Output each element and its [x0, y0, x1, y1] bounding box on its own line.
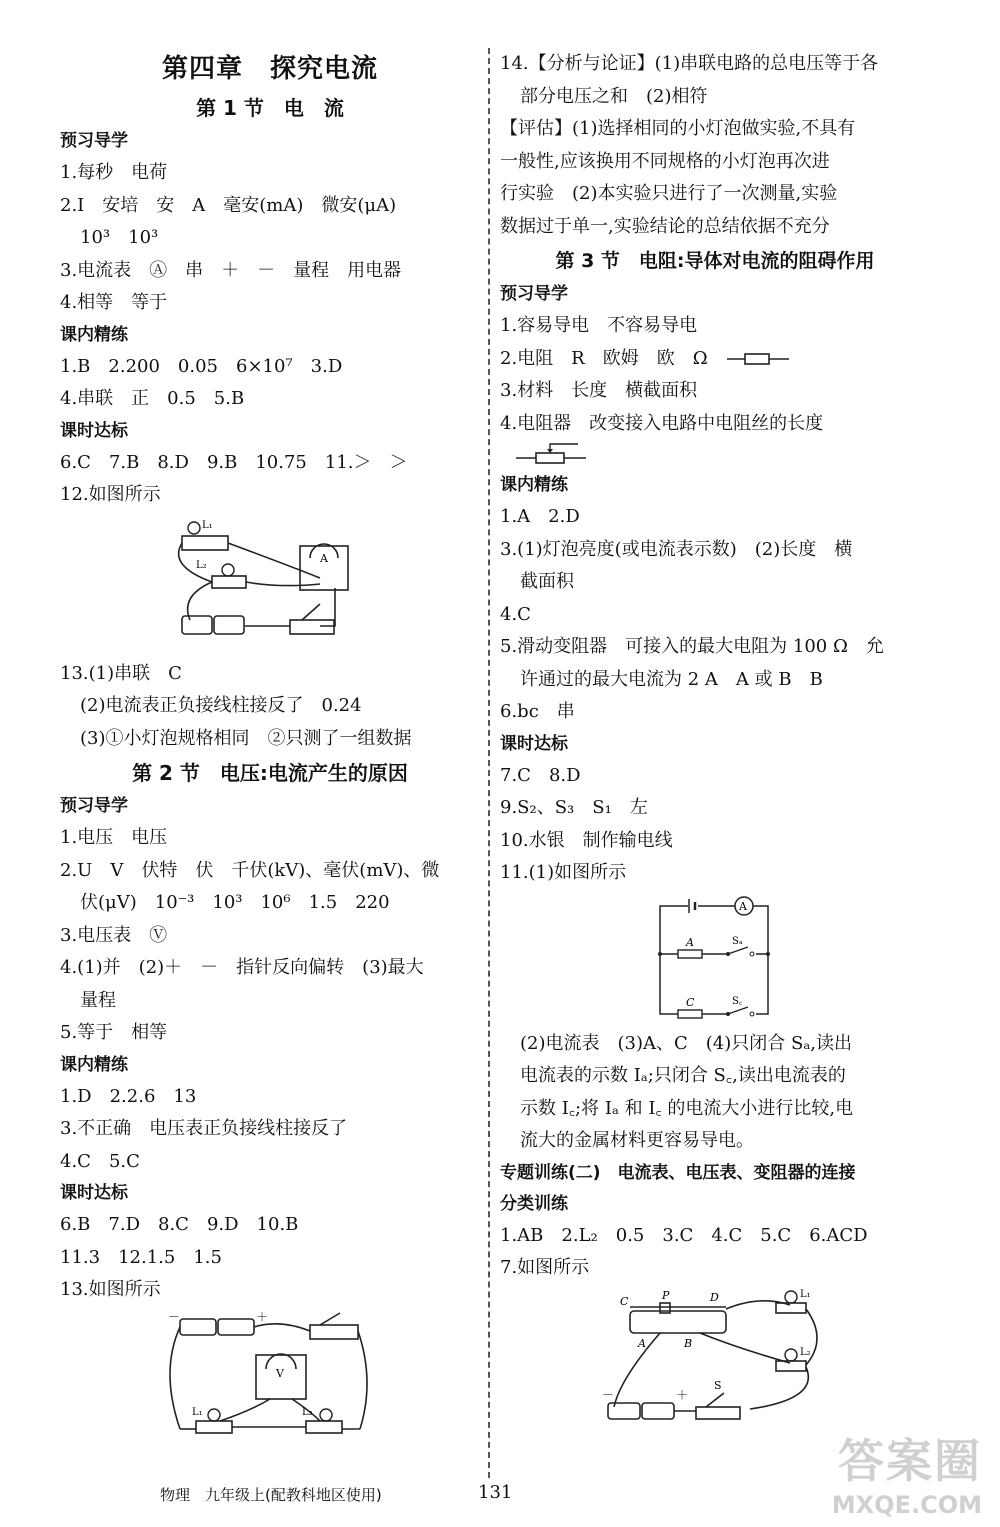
label-l1: L₁ [800, 1288, 811, 1300]
circuit-diagram-resistance [650, 894, 780, 1024]
sec1-standard-heading: 课时达标 [60, 420, 128, 441]
answer-line: 1.每秒 电荷 [60, 162, 168, 183]
answer-line: 10.水银 制作输电线 [500, 829, 673, 851]
label-l1: L₁ [202, 519, 213, 531]
label-l2: L₂ [196, 559, 207, 571]
label-minus: － [168, 1310, 181, 1324]
label-voltmeter: V [276, 1366, 284, 1380]
sec2-class-heading: 课内精练 [60, 1054, 128, 1075]
column-divider [488, 48, 491, 1478]
answer-line: 部分电压之和 (2)相符 [520, 85, 708, 107]
label-minus: － [602, 1387, 615, 1402]
sec3-preview-heading: 预习导学 [500, 284, 568, 304]
answer-line: 13.(1)串联 C [60, 662, 182, 684]
rheostat-symbol-icon [516, 440, 586, 466]
answer-line: 1.容易导电 不容易导电 [500, 315, 698, 336]
label-ammeter: A [739, 899, 747, 913]
answer-line: 6.bc 串 [500, 701, 575, 722]
left-column [60, 48, 480, 1443]
circuit-figure-ammeter [170, 516, 370, 654]
bulb-holder-l1 [182, 536, 228, 550]
label-l2: L₂ [800, 1346, 811, 1358]
section-1-title: 第 1 节 电 流 [196, 96, 344, 120]
answer-line: 2.U V 伏特 伏 千伏(kV)、毫伏(mV)、微 [60, 859, 440, 881]
answer-line: 示数 I꜀;将 Iₐ 和 I꜀ 的电流大小进行比较,电 [520, 1097, 854, 1119]
label-sa: Sₐ [732, 935, 743, 947]
label-plus: ＋ [256, 1310, 269, 1324]
answer-line: 许通过的最大电流为 2 A A 或 B B [520, 668, 823, 690]
label-d: D [710, 1290, 719, 1304]
answer-line: 1.A 2.D [500, 506, 580, 527]
answer-line: 7.C 8.D [500, 764, 581, 786]
answer-line: 电流表的示数 Iₐ;只闭合 S꜀,读出电流表的 [520, 1065, 846, 1086]
topic-title: 专题训练(二) 电流表、电压表、变阻器的连接 [500, 1162, 856, 1183]
answer-line: 【评估】(1)选择相同的小灯泡做实验,不具有 [500, 118, 856, 139]
right-column [500, 48, 930, 1443]
answer-line: 5.滑动变阻器 可接入的最大电阻为 100 Ω 允 [500, 636, 884, 657]
label-l2: L₂ [302, 1406, 313, 1418]
answer-line: 11.(1)如图所示 [500, 862, 627, 883]
label-p: P [662, 1288, 670, 1302]
answer-line: 4.相等 等于 [60, 292, 168, 313]
answer-line: 3.材料 长度 横截面积 [500, 380, 698, 401]
answer-line: 4.(1)并 (2)＋ － 指针反向偏转 (3)最大 [60, 957, 424, 978]
label-ammeter: A [320, 551, 328, 565]
bulb-holder-l2 [212, 576, 246, 588]
answer-line: 7.如图所示 [500, 1257, 590, 1278]
label-c: C [686, 995, 695, 1009]
answer-line: 流大的金属材料更容易导电。 [520, 1130, 754, 1151]
answer-line: 4.电阻器 改变接入电路中电阻丝的长度 [500, 412, 824, 434]
answer-line: 3.(1)灯泡亮度(或电流表示数) (2)长度 横 [500, 538, 853, 560]
answer-line: (3)①小灯泡规格相同 ②只测了一组数据 [80, 727, 412, 749]
label-s: S [714, 1378, 722, 1392]
answer-line: 4.串联 正 0.5 5.B [60, 388, 245, 409]
answer-line: 3.不正确 电压表正负接线柱接反了 [60, 1118, 348, 1139]
answer-line: 6.B 7.D 8.C 9.D 10.B [60, 1214, 299, 1235]
answer-line: 1.AB 2.L₂ 0.5 3.C 4.C 5.C 6.ACD [500, 1224, 868, 1246]
label-l1: L₁ [192, 1406, 203, 1418]
rheostat-body [630, 1311, 726, 1333]
answer-line: 1.电压 电压 [60, 827, 168, 848]
answer-line: 1.D 2.2.6 13 [60, 1085, 197, 1107]
sec1-preview-heading: 预习导学 [60, 131, 128, 151]
circuit-figure-rheostat [600, 1289, 830, 1439]
answer-line: 14.【分析与论证】(1)串联电路的总电压等于各 [500, 53, 879, 74]
answer-line: 4.C 5.C [60, 1150, 140, 1172]
answer-line: (2)电流表正负接线柱接反了 0.24 [80, 695, 362, 716]
watermark [832, 1425, 982, 1519]
label-b: B [684, 1336, 693, 1350]
page-number: 131 [478, 1482, 513, 1503]
label-a: A [638, 1336, 646, 1350]
circuit-figure-voltmeter [160, 1311, 380, 1439]
answer-line: 数据过于单一,实验结论的总结依据不充分 [500, 215, 830, 237]
sec2-preview-heading: 预习导学 [60, 796, 128, 816]
chapter-title: 第四章 探究电流 [161, 54, 378, 84]
sec1-class-heading: 课内精练 [60, 324, 128, 345]
watermark-logo: 答案圈 [838, 1434, 982, 1488]
page-footer: 物理 九年级上(配教科地区使用) [160, 1486, 382, 1504]
label-sc: S꜀ [732, 995, 743, 1007]
answer-line: 量程 [80, 989, 116, 1011]
topic-sub-heading: 分类训练 [500, 1193, 568, 1214]
resistor-symbol-icon [727, 352, 789, 366]
label-a: A [686, 935, 694, 949]
answer-line: 伏(μV) 10⁻³ 10³ 10⁶ 1.5 220 [80, 892, 390, 913]
answer-text: 2.电阻 R 欧姆 欧 Ω [500, 347, 708, 369]
answer-line: 12.如图所示 [60, 484, 161, 505]
section-3-title: 第 3 节 电阻:导体对电流的阻碍作用 [555, 250, 875, 272]
sec3-class-heading: 课内精练 [500, 475, 568, 495]
answer-line: 5.等于 相等 [60, 1022, 168, 1043]
answer-line: 10³ 10³ [80, 227, 159, 248]
answer-line: 11.3 12.1.5 1.5 [60, 1246, 222, 1268]
answer-line: 4.C [500, 603, 531, 625]
answer-line: 13.如图所示 [60, 1279, 161, 1300]
answer-line: 6.C 7.B 8.D 9.B 10.75 11.＞ ＞ [60, 451, 408, 473]
answer-line: 一般性,应该换用不同规格的小灯泡再次进 [500, 150, 830, 172]
answer-line: 3.电压表 Ⓥ [60, 924, 168, 946]
answer-line-with-resistor [500, 343, 930, 376]
answer-line: 3.电流表 Ⓐ 串 ＋ － 量程 用电器 [60, 259, 402, 281]
answer-line: 9.S₂、S₃ S₁ 左 [500, 797, 648, 818]
answer-line: (2)电流表 (3)A、C (4)只闭合 Sₐ,读出 [520, 1032, 852, 1054]
sec2-standard-heading: 课时达标 [60, 1183, 128, 1203]
answer-line: 1.B 2.200 0.05 6×10⁷ 3.D [60, 355, 343, 377]
answer-line: 截面积 [520, 571, 574, 592]
answer-line: 行实验 (2)本实验只进行了一次测量,实验 [500, 183, 838, 204]
label-c: C [620, 1294, 629, 1308]
label-plus: ＋ [676, 1387, 689, 1402]
answer-line: 2.I 安培 安 A 毫安(mA) 微安(μA) [60, 194, 397, 216]
watermark-url: MXQE.COM [831, 1491, 982, 1519]
section-2-title: 第 2 节 电压:电流产生的原因 [132, 761, 408, 785]
sec3-standard-heading: 课时达标 [500, 733, 568, 754]
